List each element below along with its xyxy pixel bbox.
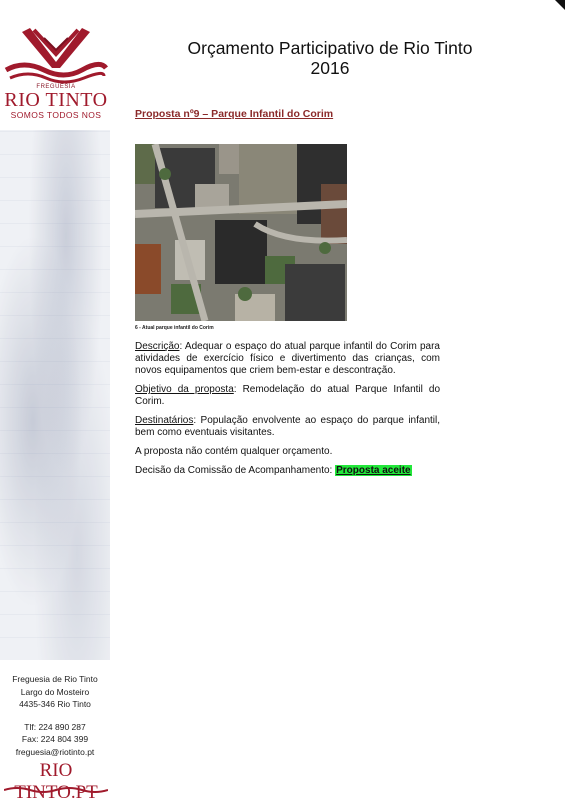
logo-small-text: FREGUESIA [36, 84, 76, 90]
proposal-body [135, 341, 440, 484]
recipients-label: Destinatários [135, 415, 194, 426]
contact-line-street: Largo do Mosteiro [20, 686, 90, 697]
freguesia-logo [4, 24, 108, 120]
logo-main-text: RIO TINTO [4, 89, 108, 111]
page-corner-mark [555, 0, 565, 10]
description-label: Descrição [135, 341, 180, 352]
aerial-map-image [135, 144, 347, 321]
contact-block [0, 673, 110, 758]
decorative-tile-artwork [0, 130, 110, 660]
page-title-line-2: 2016 [310, 58, 350, 78]
contact-line-postal: 4435-346 Rio Tinto [19, 699, 91, 709]
decision-badge: Proposta aceite [336, 465, 411, 476]
decision-paragraph [135, 465, 440, 477]
recipients-text: : População envolvente ao espaço do parque infantil, bem como eventuais visitantes. [135, 415, 440, 438]
budget-note: A proposta não contém qualquer orçamento. [135, 446, 333, 457]
page-title-line-1: Orçamento Participativo de Rio Tinto [187, 38, 473, 58]
contact-phone: Tlf: 224 890 287 [24, 721, 86, 732]
aerial-photo [135, 144, 347, 321]
figure-caption: 6 - Atual parque infantil do Corim [135, 325, 214, 331]
page-title [140, 38, 520, 78]
left-sidebar-strip [0, 0, 110, 800]
recipients-paragraph [135, 415, 440, 439]
objective-text: : Remodelação do atual Parque Infantil do Corim. [135, 384, 440, 407]
contact-fax: Fax: 224 804 399 [21, 734, 89, 744]
contact-email[interactable]: freguesia@riotinto.pt [15, 746, 95, 757]
description-text: : Adequar o espaço do atual parque infantil do Corim para atividades de exercício físico e divertimento das crianças, com novos equipamentos que criem bem-estar e descontração. [135, 341, 440, 376]
description-paragraph [135, 341, 440, 377]
objective-label: Objetivo da proposta [135, 384, 234, 395]
website-link[interactable]: RIO TINTO.PT [14, 760, 98, 800]
wave-icon [4, 786, 108, 794]
proposal-heading: Proposta nº9 – Parque Infantil do Corim [135, 108, 334, 120]
logo-tagline: SOMOS TODOS NOS [10, 110, 102, 120]
coat-of-arms-icon [4, 24, 108, 84]
objective-paragraph [135, 384, 440, 408]
contact-line-name: Freguesia de Rio Tinto [12, 674, 98, 684]
decision-label: Decisão da Comissão de Acompanhamento: [135, 465, 336, 476]
